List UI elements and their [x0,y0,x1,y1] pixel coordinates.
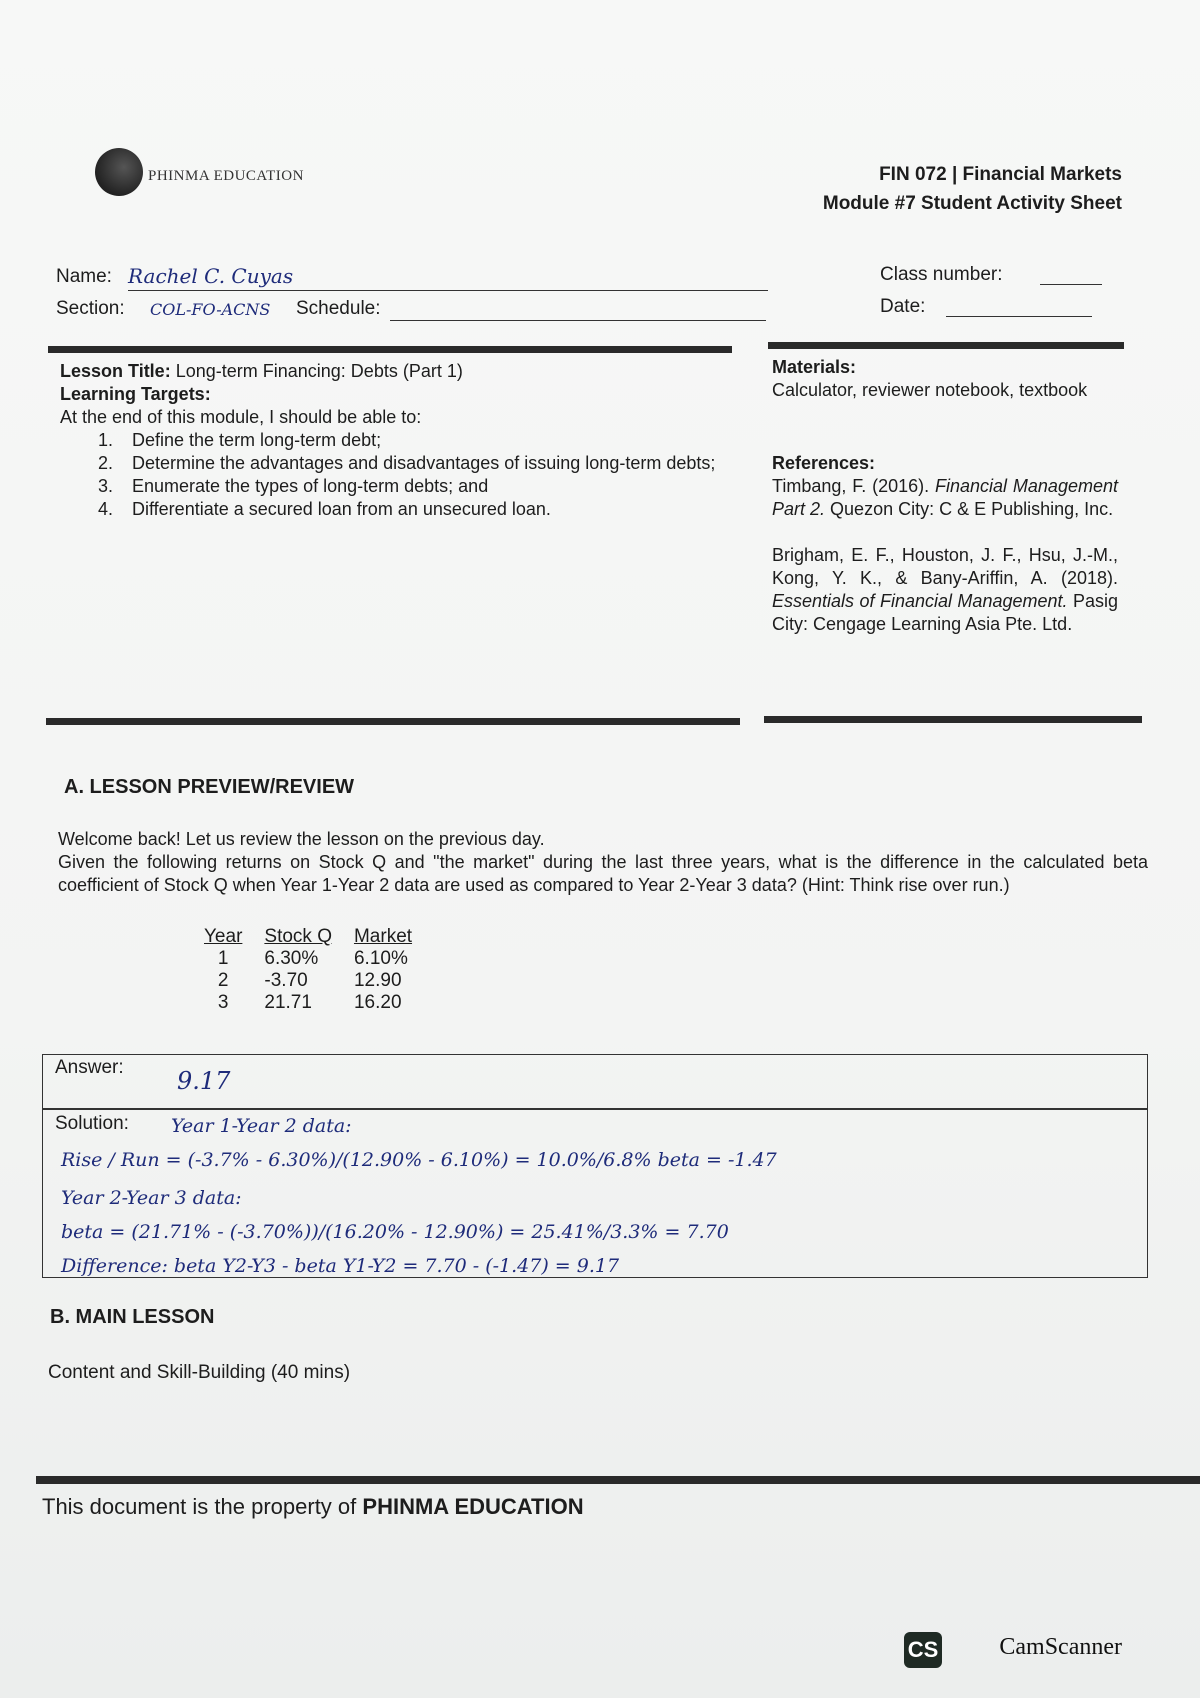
name-label: Name: [56,266,112,287]
list-item: 4. Differentiate a secured loan from an unsecured loan. [98,499,551,519]
section-b-heading: B. MAIN LESSON [50,1306,215,1328]
list-item: 3. Enumerate the types of long-term debts; and [98,476,489,496]
footer-prefix: This document is the property of [42,1494,357,1519]
date-field[interactable] [946,298,1092,317]
materials-block [772,356,1118,402]
phinma-logo-icon [95,148,143,196]
page-header [823,160,1122,218]
org-name: PHINMA EDUCATION [148,168,304,184]
references-label: References: [772,453,876,473]
solution-label: Solution: [55,1113,129,1134]
camscanner-watermark: CamScanner [999,1634,1122,1660]
footer-brand: PHINMA EDUCATION [362,1494,584,1519]
solution-line: Rise / Run = (-3.7% - 6.30%)/(12.90% - 6.10%) = 10.0%/6.8% beta = -1.47 [61,1149,777,1171]
solution-line: Year 2-Year 3 data: [61,1187,242,1209]
reference-2: Brigham, E. F., Houston, J. F., Hsu, J.-M., Kong, Y. K., & Bany-Ariffin, A. (2018). Essentials of Financial Management. Pasig City: Cengage Learning Asia Pte. Ltd. [772,545,1118,634]
table-header: Year [204,926,243,947]
divider [764,716,1142,723]
schedule-label: Schedule: [296,298,381,319]
solution-line: Difference: beta Y2-Y3 - beta Y1-Y2 = 7.70 - (-1.47) = 9.17 [61,1255,620,1277]
intro-paragraph: Welcome back! Let us review the lesson on the previous day. [58,829,545,849]
answer-label: Answer: [55,1057,124,1078]
lesson-block [60,360,736,521]
table-header: Stock Q [264,926,332,947]
name-value: Rachel C. Cuyas [128,264,294,288]
section-label: Section: [56,298,125,319]
schedule-field[interactable] [390,300,766,321]
table-row: 2 -3.70 12.90 [217,970,402,991]
answer-value: 9.17 [177,1067,231,1095]
learning-targets-label: Learning Targets: [60,384,211,404]
references-block [772,452,1118,636]
targets-list [60,429,736,521]
answer-box[interactable] [42,1054,1148,1110]
targets-intro: At the end of this module, I should be able to: [60,407,422,427]
list-item: 1. Define the term long-term debt; [98,430,382,450]
returns-table [204,926,434,1014]
footer-divider [36,1476,1200,1484]
divider [46,718,740,725]
date-label: Date: [880,296,926,317]
course-title: FIN 072 | Financial Markets [879,164,1122,185]
solution-line: beta = (21.71% - (-3.70%))/(16.20% - 12.90%) = 25.41%/3.3% = 7.70 [61,1221,729,1243]
lesson-title-label: Lesson Title: [60,361,171,381]
table-row: 3 21.71 16.20 [217,992,402,1013]
solution-line: Year 1-Year 2 data: [171,1115,352,1137]
table-row: 1 6.30% 6.10% [217,948,408,969]
divider [48,346,732,353]
materials-text: Calculator, reviewer notebook, textbook [772,380,1088,400]
reference-1: Timbang, F. (2016). Financial Management Part 2. Quezon City: C & E Publishing, Inc. [772,476,1118,519]
name-field[interactable] [128,266,768,291]
section-a-heading: A. LESSON PREVIEW/REVIEW [64,776,355,798]
class-number-label: Class number: [880,264,1003,285]
section-a-text [58,828,1148,897]
class-number-field[interactable] [1040,266,1102,285]
solution-box[interactable] [42,1108,1148,1278]
table-header: Market [353,926,413,947]
lesson-title: Long-term Financing: Debts (Part 1) [175,361,463,381]
divider [768,342,1124,349]
section-value: COL-FO-ACNS [150,300,271,319]
question-paragraph: Given the following returns on Stock Q and "the market" during the last three years, what is the difference in the calculated beta coefficient of Stock Q when Year 1-Year 2 data are used as compared to Year 2-Year 3 data? (Hint: Think rise over run.) [58,852,1148,895]
list-item: 2. Determine the advantages and disadvantages of issuing long-term debts; [98,453,716,473]
section-b-subheading: Content and Skill-Building (40 mins) [48,1362,351,1383]
camscanner-logo-icon: CS [904,1632,942,1668]
module-title: Module #7 Student Activity Sheet [822,193,1122,214]
footer-text [42,1494,584,1520]
materials-label: Materials: [772,357,857,377]
